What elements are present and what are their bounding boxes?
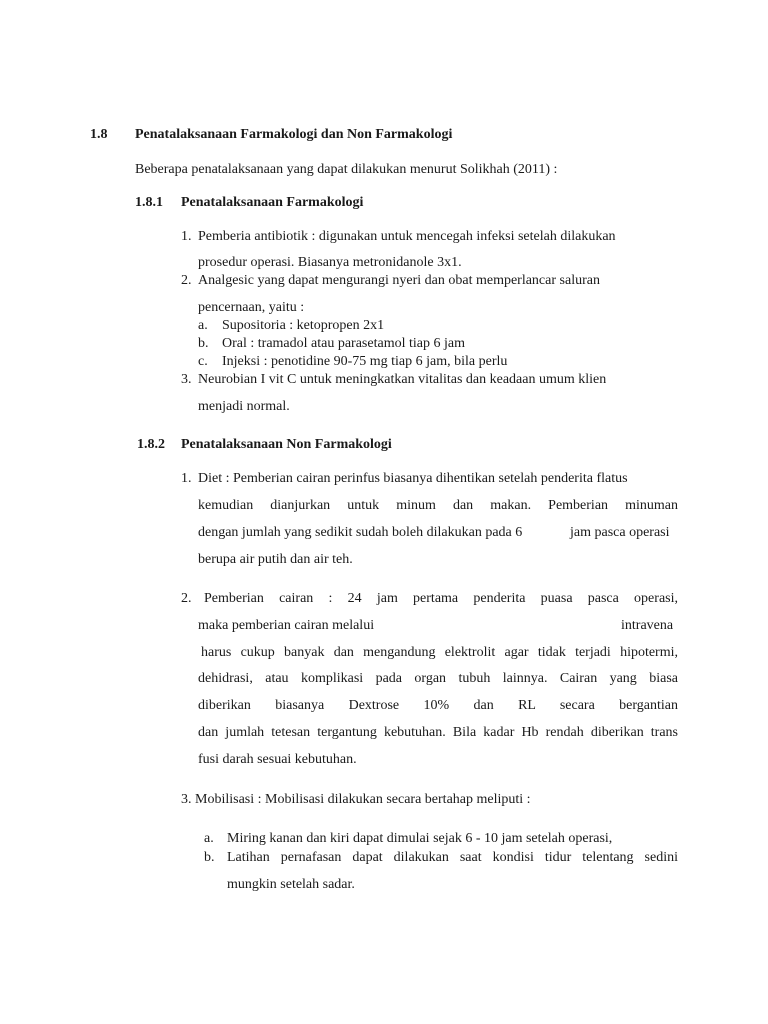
sublist-letter: a. (198, 318, 208, 333)
diet-line-3a: dengan jumlah yang sedikit sudah boleh dilakukan pada 6 (198, 525, 523, 540)
cairan-line-2a: maka pemberian cairan melalui (198, 618, 375, 633)
subsection-number: 1.8.1 (135, 195, 163, 210)
list-item-text: Neurobian I vit C untuk meningkatkan vitalitas dan keadaan umum klien (198, 372, 607, 387)
sublist-text: Miring kanan dan kiri dapat dimulai sejak 6 - 10 jam setelah operasi, (227, 831, 613, 846)
cairan-line-2b: intravena (621, 618, 674, 633)
list-item-text: prosedur operasi. Biasanya metronidanole 3x1. (198, 255, 462, 270)
subsection-title: Penatalaksanaan Farmakologi (181, 195, 364, 210)
list-item-number: 2. (181, 273, 192, 288)
list-item-number: 2. (181, 591, 192, 606)
cairan-line-6: dan jumlah tetesan tergantung kebutuhan. Bila kadar Hb rendah diberikan trans (198, 725, 678, 740)
cairan-line-7: fusi darah sesuai kebutuhan. (198, 752, 357, 767)
diet-line-1: Diet : Pemberian cairan perinfus biasanya dihentikan setelah penderita flatus (198, 471, 628, 486)
cairan-line-4: dehidrasi, atau komplikasi pada organ tubuh lainnya. Cairan yang biasa (198, 671, 678, 686)
list-item-text: pencernaan, yaitu : (198, 300, 305, 315)
sublist-letter: b. (204, 850, 215, 865)
sublist-text: Supositoria : ketopropen 2x1 (222, 318, 385, 333)
subsection-title: Penatalaksanaan Non Farmakologi (181, 437, 392, 452)
sublist-text: mungkin setelah sadar. (227, 877, 355, 892)
diet-line-4: berupa air putih dan air teh. (198, 552, 353, 567)
list-item-text (198, 471, 678, 487)
sublist-letter: a. (204, 831, 214, 846)
cairan-line-1: Pemberian cairan : 24 jam pertama penderita puasa pasca operasi, (204, 591, 678, 606)
sublist-text: Latihan pernafasan dapat dilakukan saat kondisi tidur telentang sedini (227, 850, 678, 865)
mobilisasi-heading: 3. Mobilisasi : Mobilisasi dilakukan secara bertahap meliputi : (181, 792, 531, 807)
section-title: Penatalaksanaan Farmakologi dan Non Farmakologi (135, 127, 453, 142)
list-item-number: 3. (181, 372, 192, 387)
subsection-number: 1.8.2 (137, 437, 165, 452)
diet-line-2: kemudian dianjurkan untuk minum dan makan. Pemberian minuman (198, 498, 678, 513)
section-intro: Beberapa penatalaksanaan yang dapat dilakukan menurut Solikhah (2011) : (135, 162, 558, 177)
list-item-text: Pemberia antibiotik : digunakan untuk mencegah infeksi setelah dilakukan (198, 229, 616, 244)
section-number: 1.8 (90, 127, 108, 142)
diet-line-3b: jam pasca operasi (570, 525, 670, 540)
sublist-letter: c. (198, 354, 208, 369)
sublist-letter: b. (198, 336, 209, 351)
cairan-line-5: diberikan biasanya Dextrose 10% dan RL secara bergantian (198, 698, 678, 713)
cairan-line-3: harus cukup banyak dan mengandung elektrolit agar tidak terjadi hipotermi, (201, 645, 678, 660)
list-item-text: menjadi normal. (198, 399, 290, 414)
sublist-text: Oral : tramadol atau parasetamol tiap 6 jam (222, 336, 465, 351)
list-item-number: 1. (181, 471, 192, 486)
sublist-text: Injeksi : penotidine 90-75 mg tiap 6 jam, bila perlu (222, 354, 508, 369)
list-item-text: Analgesic yang dapat mengurangi nyeri dan obat memperlancar saluran (198, 273, 600, 288)
list-item-number: 1. (181, 229, 192, 244)
